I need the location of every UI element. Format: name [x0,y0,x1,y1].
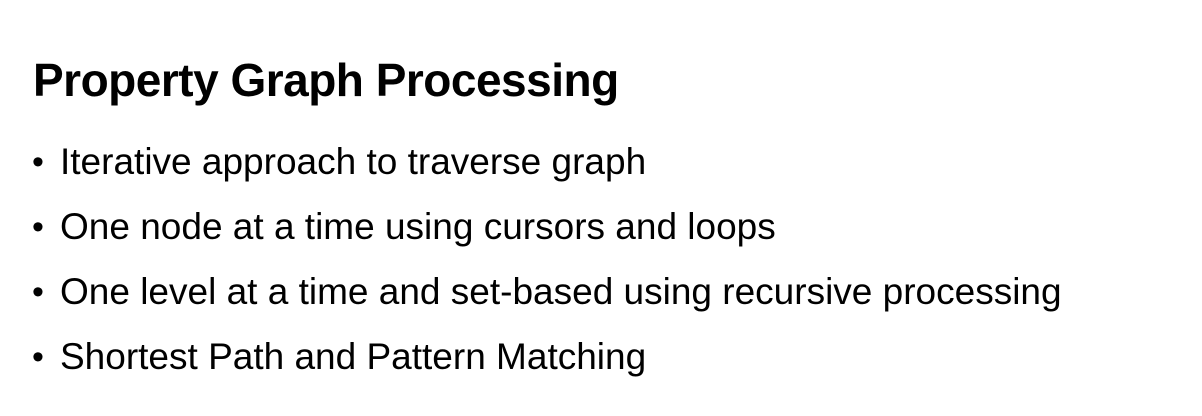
bullet-text: One node at a time using cursors and loops [60,206,776,247]
bullet-point-icon: • [32,143,44,181]
bullet-text: Iterative approach to traverse graph [60,141,647,182]
bullet-item [28,197,1062,262]
bullet-item [28,327,1062,392]
bullet-point-icon: • [32,338,44,376]
bullet-item [28,132,1062,197]
bullet-point-icon: • [32,273,44,311]
bullet-item [28,262,1062,327]
bullet-point-icon: • [32,208,44,246]
slide-title: Property Graph Processing [33,54,619,106]
bullet-text: Shortest Path and Pattern Matching [60,336,647,377]
bullet-text: One level at a time and set-based using recursive processing [60,271,1062,312]
bullet-list [28,132,1062,392]
